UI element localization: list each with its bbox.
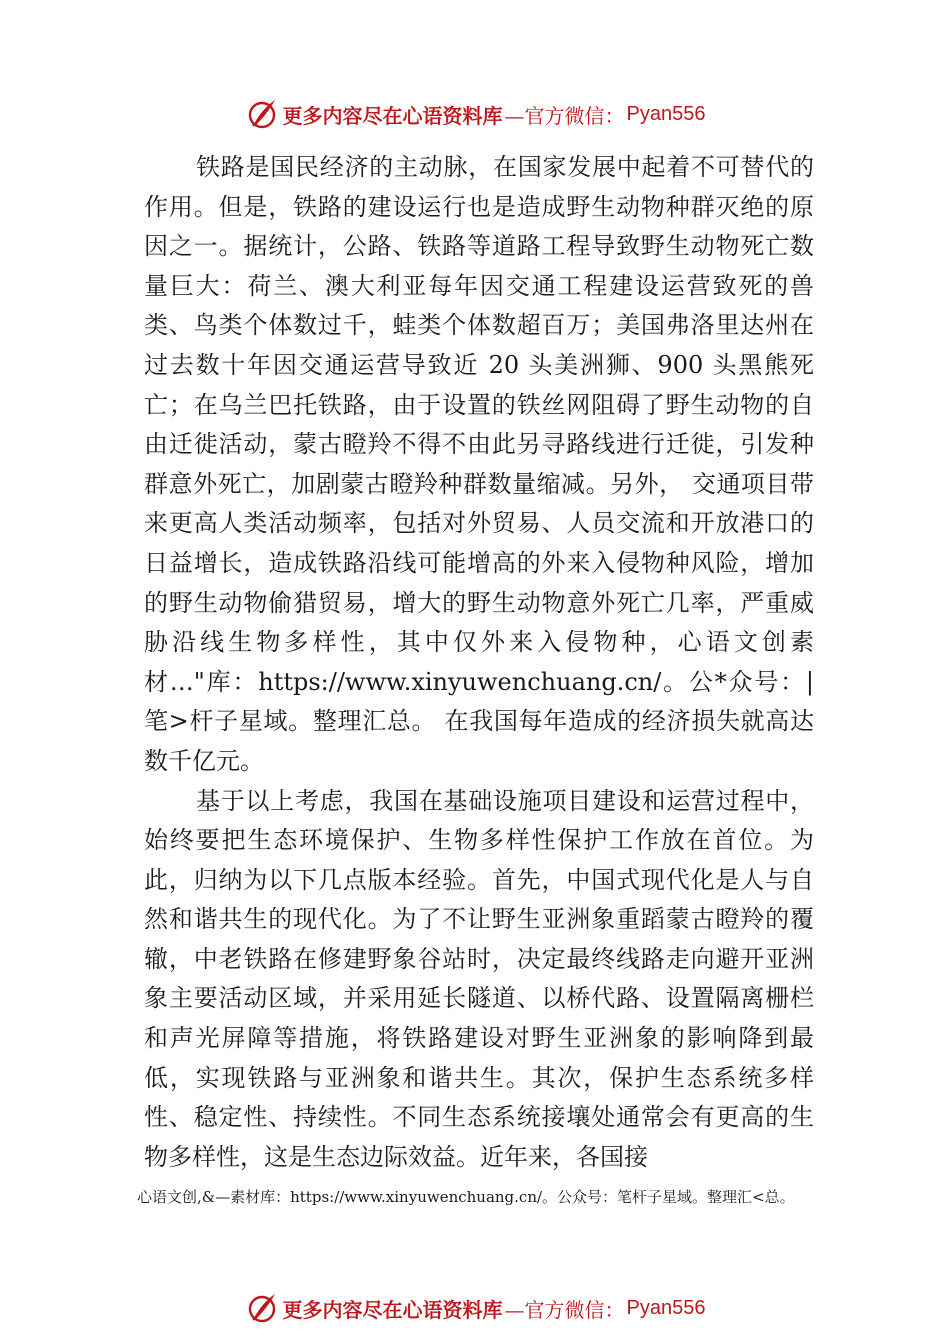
quill-logo-icon	[245, 97, 279, 131]
page-footnote: 心语文创,&—素材库：https://www.xinyuwenchuang.cn/。公众号：笔杆子星域。整理汇<总。	[137, 1188, 795, 1206]
banner-account: Pyan556	[626, 1296, 706, 1319]
banner-official-label: —官方微信：	[504, 103, 625, 128]
document-body	[144, 148, 814, 1177]
paragraph-1: 铁路是国民经济的主动脉，在国家发展中起着不可替代的作用。但是，铁路的建设运行也是造成野生动物种群灭绝的原因之一。据统计，公路、铁路等道路工程导致野生动物死亡数量巨大：荷兰、澳大利亚每年因交通工程建设运营致死的兽类、鸟类个体数过千，蛙类个体数超百万；美国弗洛里达州在过去数十年因交通运营导致近 20 头美洲狮、900 头黑熊死亡；在乌兰巴托铁路，由于设置的铁丝网阻碍了野生动物的自由迁徙活动，蒙古瞪羚不得不由此另寻路线进行迁徙，引发种群意外死亡，加剧蒙古瞪羚种群数量缩减。另外， 交通项目带来更高人类活动频率，包括对外贸易、人员交流和开放港口的日益增长，造成铁路沿线可能增高的外来入侵物种风险，增加的野生动物偷猎贸易，增大的野生动物意外死亡几率，严重威胁沿线生物多样性，其中仅外来入侵物种，心语文创素材…"库：https://www.xinyuwenchuang.cn/。公*众号：|笔>杆子星域。整理汇总。 在我国每年造成的经济损失就高达数千亿元。	[144, 153, 814, 775]
banner-account: Pyan556	[626, 102, 706, 125]
header-banner	[0, 96, 950, 132]
paragraph-2: 基于以上考虑，我国在基础设施项目建设和运营过程中，始终要把生态环境保护、生物多样性保护工作放在首位。为此，归纳为以下几点版本经验。首先，中国式现代化是人与自然和谐共生的现代化。为了不让野生亚洲象重蹈蒙古瞪羚的覆辙，中老铁路在修建野象谷站时，决定最终线路走向避开亚洲象主要活动区域，并采用延长隧道、以桥代路、设置隔离栅栏和声光屏障等措施，将铁路建设对野生亚洲象的影响降到最低，实现铁路与亚洲象和谐共生。其次，保护生态系统多样性、稳定性、持续性。不同生态系统接壤处通常会有更高的生物多样性，这是生态边际效益。近年来，各国接	[144, 786, 814, 1171]
banner-title: 更多内容尽在心语资料库	[282, 1297, 503, 1322]
banner-title: 更多内容尽在心语资料库	[282, 103, 503, 128]
footer-banner	[0, 1290, 950, 1326]
banner-official-label: —官方微信：	[504, 1297, 625, 1322]
quill-logo-icon	[245, 1291, 279, 1325]
